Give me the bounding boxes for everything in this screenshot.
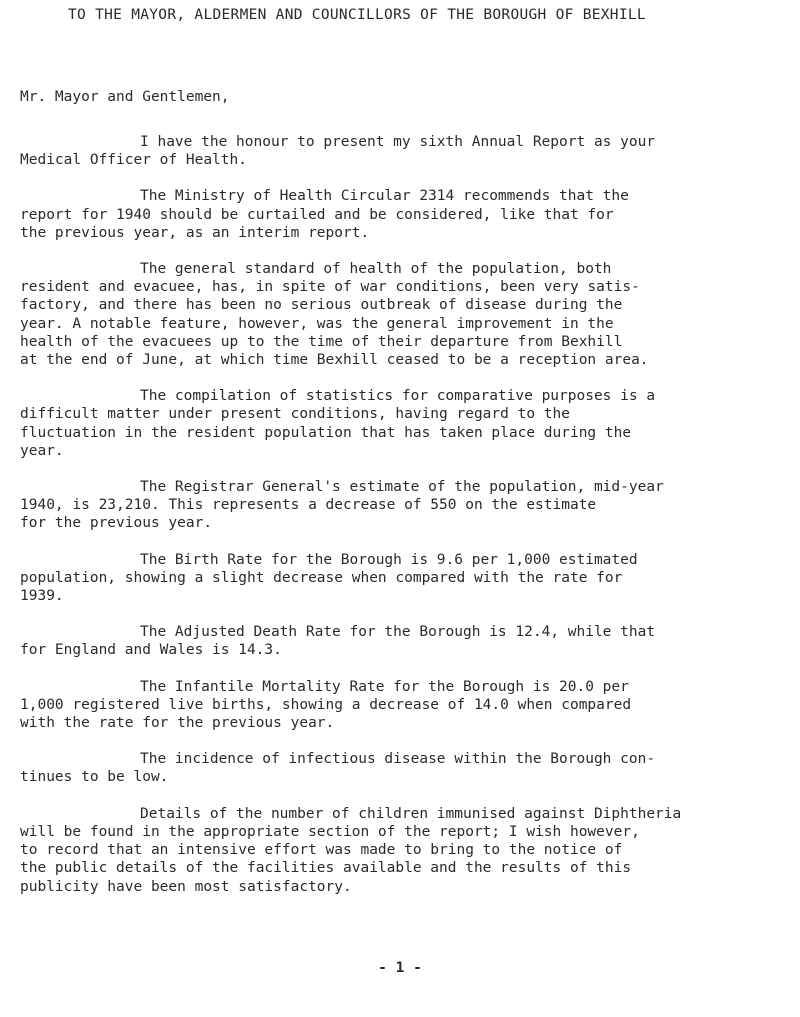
paragraph-line: tinues to be low.	[20, 769, 169, 786]
paragraph	[20, 133, 790, 169]
paragraph-line: The Registrar General's estimate of the population, mid-year	[140, 479, 664, 496]
paragraph-line: The Infantile Mortality Rate for the Borough is 20.0 per	[140, 678, 629, 695]
report-body	[20, 133, 790, 914]
document-heading: TO THE MAYOR, ALDERMEN AND COUNCILLORS OF THE BOROUGH OF BEXHILL	[68, 7, 646, 23]
paragraph-line: I have the honour to present my sixth Annual Report as your	[140, 134, 656, 150]
paragraph-line: publicity have been most satisfactory.	[20, 878, 352, 895]
paragraph-line: factory, and there has been no serious outbreak of disease during the	[20, 297, 623, 314]
paragraph-line: The Ministry of Health Circular 2314 recommends that the	[140, 188, 629, 205]
paragraph-line: Medical Officer of Health.	[20, 152, 247, 169]
paragraph-line: The Adjusted Death Rate for the Borough is 12.4, while that	[140, 624, 656, 641]
paragraph-line: 1,000 registered live births, showing a decrease of 14.0 when compared	[20, 696, 632, 713]
paragraph-line: 1939.	[20, 588, 64, 605]
paragraph-line: the public details of the facilities available and the results of this	[20, 860, 632, 877]
paragraph-line: report for 1940 should be curtailed and be considered, like that for	[20, 206, 614, 223]
paragraph-line: for the previous year.	[20, 515, 213, 532]
paragraph	[20, 260, 790, 369]
paragraph-line: fluctuation in the resident population that has taken place during the	[20, 424, 632, 441]
paragraph-line: Details of the number of children immunised against Diphtheria	[140, 805, 682, 822]
paragraph-line: for England and Wales is 14.3.	[20, 642, 282, 659]
paragraph-line: population, showing a slight decrease when compared with the rate for	[20, 569, 623, 586]
paragraph-line: at the end of June, at which time Bexhill ceased to be a reception area.	[20, 352, 649, 369]
salutation: Mr. Mayor and Gentlemen,	[20, 89, 230, 105]
paragraph	[20, 805, 790, 896]
paragraph	[20, 678, 790, 733]
paragraph-line: The general standard of health of the population, both	[140, 261, 612, 278]
paragraph-line: The Birth Rate for the Borough is 9.6 per 1,000 estimated	[140, 551, 638, 568]
paragraph-line: with the rate for the previous year.	[20, 715, 335, 732]
paragraph	[20, 187, 790, 242]
paragraph-line: to record that an intensive effort was made to bring to the notice of	[20, 842, 623, 859]
paragraph-line: will be found in the appropriate section of the report; I wish however,	[20, 823, 640, 840]
paragraph-line: difficult matter under present conditions, having regard to the	[20, 406, 570, 423]
paragraph-line: 1940, is 23,210. This represents a decrease of 550 on the estimate	[20, 497, 597, 514]
paragraph-line: the previous year, as an interim report.	[20, 224, 370, 241]
paragraph-line: The incidence of infectious disease within the Borough con-	[140, 751, 656, 768]
paragraph-line: resident and evacuee, has, in spite of war conditions, been very satis-	[20, 279, 640, 296]
paragraph	[20, 551, 790, 606]
paragraph	[20, 623, 790, 659]
paragraph-line: The compilation of statistics for comparative purposes is a	[140, 388, 656, 405]
paragraph-line: year. A notable feature, however, was the general improvement in the	[20, 315, 614, 332]
paragraph	[20, 478, 790, 533]
page-number: - 1 -	[378, 960, 422, 976]
paragraph-line: year.	[20, 442, 64, 459]
paragraph	[20, 387, 790, 460]
paragraph-line: health of the evacuees up to the time of their departure from Bexhill	[20, 333, 623, 350]
paragraph	[20, 750, 790, 786]
